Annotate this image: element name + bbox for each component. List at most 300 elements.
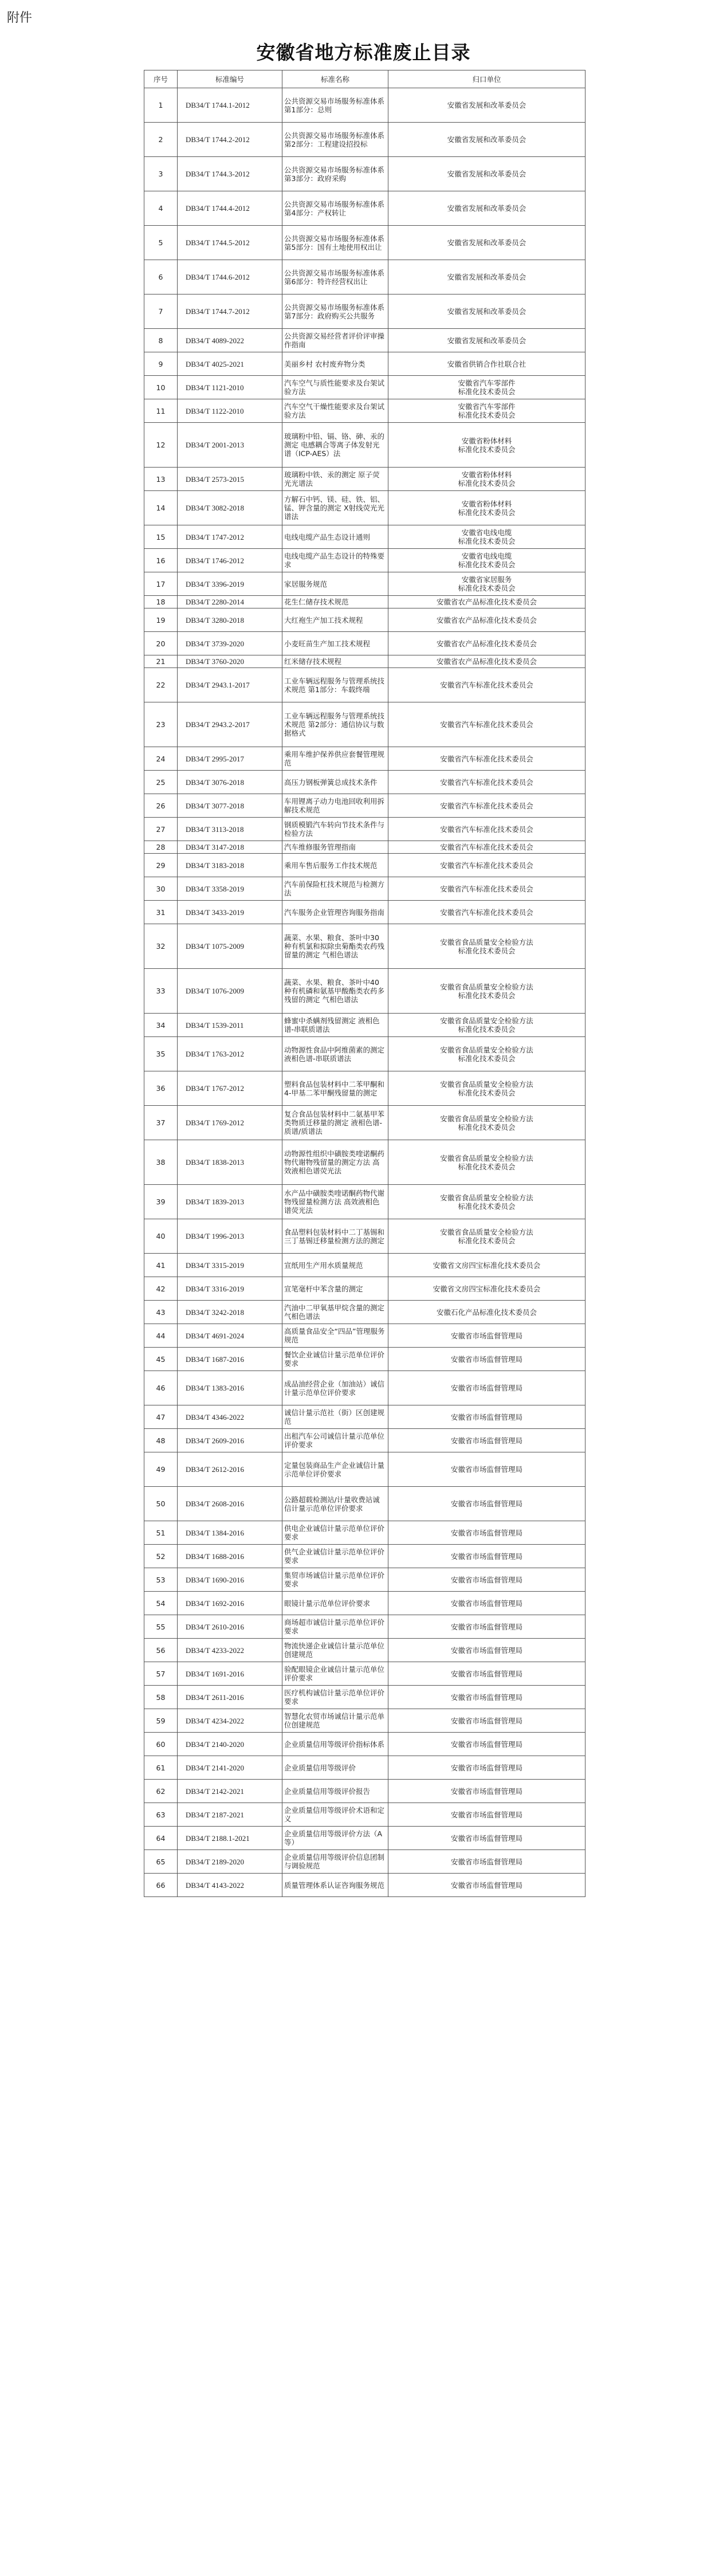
table-row [144,924,585,969]
row-code: DB34/T 3739-2020 [178,632,282,655]
row-dept: 安徽省汽车标准化技术委员会 [388,854,585,877]
row-name: 公共资源交易经营者评价评审操作指南 [282,329,388,352]
row-dept: 安徽省市场监督管理局 [388,1709,585,1733]
table-row [144,1140,585,1185]
row-name: 眼镜计量示范单位评价要求 [282,1592,388,1615]
row-name: 蜂蜜中杀螨剂残留测定 液相色谱-串联质谱法 [282,1014,388,1037]
table-row [144,226,585,260]
row-seq: 58 [144,1686,178,1709]
table-row [144,1686,585,1709]
row-name: 企业质量信用等级评价信息团制与调验规范 [282,1850,388,1874]
row-name: 餐饮企业诚信计量示范单位评价要求 [282,1348,388,1371]
row-name: 公共资源交易市场服务标准体系 第7部分：政府购买公共服务 [282,294,388,329]
row-dept: 安徽省汽车标准化技术委员会 [388,841,585,854]
row-code: DB34/T 4691-2024 [178,1324,282,1348]
row-code: DB34/T 2001-2013 [178,423,282,468]
row-seq: 65 [144,1850,178,1874]
row-name: 工业车辆远程服务与管理系统技术规范 第1部分：车载终端 [282,668,388,702]
table-row [144,1568,585,1592]
row-code: DB34/T 1121-2010 [178,376,282,399]
header-code: 标准编号 [178,70,282,88]
row-dept: 安徽石化产品标准化技术委员会 [388,1301,585,1324]
table-row [144,854,585,877]
table-row [144,1662,585,1686]
row-dept: 安徽省汽车标准化技术委员会 [388,668,585,702]
row-dept: 安徽省食品质量安全检验方法 标准化技术委员会 [388,1037,585,1071]
row-dept: 安徽省汽车标准化技术委员会 [388,901,585,924]
table-row [144,329,585,352]
table-row [144,399,585,423]
table-row [144,294,585,329]
table-row [144,157,585,191]
table-row [144,1756,585,1780]
table-row [144,1277,585,1301]
table-row [144,1254,585,1277]
row-code: DB34/T 4346-2022 [178,1405,282,1429]
row-dept: 安徽省汽车标准化技术委员会 [388,794,585,818]
row-seq: 45 [144,1348,178,1371]
row-name: 汽车空气与质性能要求及台架试验方法 [282,376,388,399]
row-seq: 32 [144,924,178,969]
table-row [144,423,585,468]
header-dept: 归口单位 [388,70,585,88]
row-code: DB34/T 3077-2018 [178,794,282,818]
row-code: DB34/T 3183-2018 [178,854,282,877]
table-row [144,88,585,123]
table-row [144,123,585,157]
row-seq: 21 [144,655,178,668]
row-name: 方解石中钙、镁、硅、铁、铝、锰、钾含量的测定 X射线荧光光谱法 [282,491,388,525]
row-seq: 64 [144,1827,178,1850]
row-seq: 17 [144,572,178,596]
row-seq: 60 [144,1733,178,1756]
table-row [144,468,585,491]
row-name: 汽车前保险杠技术规范与检测方法 [282,877,388,901]
row-code: DB34/T 2943.1-2017 [178,668,282,702]
table-row [144,1219,585,1254]
row-name: 动物源性食品中阿维菌素的测定 液相色谱-串联质谱法 [282,1037,388,1071]
table-row [144,260,585,294]
table-row [144,1487,585,1521]
row-seq: 50 [144,1487,178,1521]
row-code: DB34/T 1838-2013 [178,1140,282,1185]
row-code: DB34/T 3113-2018 [178,818,282,841]
row-name: 车用锂离子动力电池回收利用拆解技术规范 [282,794,388,818]
row-dept: 安徽省发展和改革委员会 [388,226,585,260]
row-dept: 安徽省发展和改革委员会 [388,157,585,191]
row-dept: 安徽省农产品标准化技术委员会 [388,596,585,608]
row-code: DB34/T 1122-2010 [178,399,282,423]
row-dept: 安徽省市场监督管理局 [388,1429,585,1452]
table-row [144,1348,585,1371]
row-seq: 42 [144,1277,178,1301]
row-name: 玻璃粉中铁、汞的测定 原子荧光光谱法 [282,468,388,491]
row-code: DB34/T 2608-2016 [178,1487,282,1521]
row-name: 诚信计量示范社（街）区创建规范 [282,1405,388,1429]
row-dept: 安徽省食品质量安全检验方法 标准化技术委员会 [388,969,585,1014]
row-name: 智慧化农贸市场诚信计量示范单位创建规范 [282,1709,388,1733]
row-seq: 52 [144,1545,178,1568]
row-dept: 安徽省供销合作社联合社 [388,352,585,376]
row-dept: 安徽省农产品标准化技术委员会 [388,608,585,632]
row-dept: 安徽省发展和改革委员会 [388,260,585,294]
row-name: 美丽乡村 农村废弃物分类 [282,352,388,376]
row-name: 公路超载检测站/计量收费站诚信计量示范单位评价要求 [282,1487,388,1521]
header-seq: 序号 [144,70,178,88]
table-row [144,1615,585,1639]
row-name: 水产品中磺胺类喹诺酮药物代谢物残留量检测方法 高效液相色谱荧光法 [282,1185,388,1219]
row-dept: 安徽省粉体材料 标准化技术委员会 [388,491,585,525]
row-name: 花生仁储存技术规范 [282,596,388,608]
table-row [144,747,585,771]
row-name: 成品油经营企业（加油站）诚信计量示范单位评价要求 [282,1371,388,1405]
row-dept: 安徽省市场监督管理局 [388,1568,585,1592]
row-dept: 安徽省发展和改革委员会 [388,123,585,157]
row-code: DB34/T 2189-2020 [178,1850,282,1874]
row-seq: 12 [144,423,178,468]
row-seq: 10 [144,376,178,399]
table-row [144,1106,585,1140]
row-code: DB34/T 3280-2018 [178,608,282,632]
row-seq: 7 [144,294,178,329]
row-name: 食品塑料包装材料中二丁基锡和三丁基锡迁移量检测方法的测定 [282,1219,388,1254]
row-dept: 安徽省市场监督管理局 [388,1521,585,1545]
table-row [144,794,585,818]
table-row [144,1850,585,1874]
row-seq: 34 [144,1014,178,1037]
table-row [144,655,585,668]
row-dept: 安徽省文房四宝标准化技术委员会 [388,1254,585,1277]
row-code: DB34/T 1839-2013 [178,1185,282,1219]
row-seq: 14 [144,491,178,525]
row-name: 医疗机构诚信计量示范单位评价要求 [282,1686,388,1709]
table-row [144,1733,585,1756]
row-name: 乘用车售后服务工作技术规范 [282,854,388,877]
table-row [144,352,585,376]
row-code: DB34/T 3076-2018 [178,771,282,794]
row-code: DB34/T 1384-2016 [178,1521,282,1545]
row-dept: 安徽省食品质量安全检验方法 标准化技术委员会 [388,1140,585,1185]
row-code: DB34/T 1692-2016 [178,1592,282,1615]
row-seq: 47 [144,1405,178,1429]
row-seq: 2 [144,123,178,157]
row-name: 大红袍生产加工技术规程 [282,608,388,632]
row-dept: 安徽省市场监督管理局 [388,1545,585,1568]
row-seq: 66 [144,1874,178,1897]
row-seq: 39 [144,1185,178,1219]
row-code: DB34/T 1539-2011 [178,1014,282,1037]
row-dept: 安徽省汽车标准化技术委员会 [388,877,585,901]
row-code: DB34/T 1744.2-2012 [178,123,282,157]
row-code: DB34/T 2610-2016 [178,1615,282,1639]
row-name: 公共资源交易市场服务标准体系 第3部分：政府采购 [282,157,388,191]
row-code: DB34/T 1075-2009 [178,924,282,969]
row-code: DB34/T 4089-2022 [178,329,282,352]
row-name: 集贸市场诚信计量示范单位评价要求 [282,1568,388,1592]
row-seq: 40 [144,1219,178,1254]
table-row [144,608,585,632]
table-row [144,572,585,596]
table-row [144,1545,585,1568]
row-dept: 安徽省农产品标准化技术委员会 [388,655,585,668]
row-dept: 安徽省汽车零部件 标准化技术委员会 [388,399,585,423]
table-row [144,1452,585,1487]
row-dept: 安徽省市场监督管理局 [388,1452,585,1487]
table-row [144,376,585,399]
row-name: 乘用车维护保养供应套餐管理规范 [282,747,388,771]
standards-table [144,70,585,1897]
row-seq: 36 [144,1071,178,1106]
row-seq: 46 [144,1371,178,1405]
row-code: DB34/T 2187-2021 [178,1803,282,1827]
row-seq: 6 [144,260,178,294]
row-code: DB34/T 1769-2012 [178,1106,282,1140]
row-code: DB34/T 1744.4-2012 [178,191,282,226]
row-name: 供电企业诚信计量示范单位评价要求 [282,1521,388,1545]
row-code: DB34/T 4025-2021 [178,352,282,376]
row-code: DB34/T 1687-2016 [178,1348,282,1371]
row-name: 商场超市诚信计量示范单位评价要求 [282,1615,388,1639]
table-row [144,877,585,901]
row-dept: 安徽省市场监督管理局 [388,1733,585,1756]
row-dept: 安徽省食品质量安全检验方法 标准化技术委员会 [388,1014,585,1037]
row-code: DB34/T 3082-2018 [178,491,282,525]
row-dept: 安徽省市场监督管理局 [388,1324,585,1348]
row-name: 钢质模锻汽车转向节技术条件与检验方法 [282,818,388,841]
row-code: DB34/T 2280-2014 [178,596,282,608]
row-dept: 安徽省电线电缆 标准化技术委员会 [388,525,585,549]
row-seq: 26 [144,794,178,818]
table-row [144,1639,585,1662]
row-seq: 8 [144,329,178,352]
row-name: 小麦旺苗生产加工技术规程 [282,632,388,655]
row-seq: 3 [144,157,178,191]
row-code: DB34/T 3760-2020 [178,655,282,668]
row-code: DB34/T 1383-2016 [178,1371,282,1405]
row-name: 电线电缆产品生态设计通则 [282,525,388,549]
table-row [144,841,585,854]
row-dept: 安徽省文房四宝标准化技术委员会 [388,1277,585,1301]
row-name: 复合食品包装材料中二氨基甲苯类物质迁移量的测定 液相色谱-质谱/质谱法 [282,1106,388,1140]
row-code: DB34/T 1744.6-2012 [178,260,282,294]
row-dept: 安徽省粉体材料 标准化技术委员会 [388,468,585,491]
table-body [144,88,585,1897]
row-seq: 33 [144,969,178,1014]
row-name: 工业车辆远程服务与管理系统技术规范 第2部分：通信协议与数据格式 [282,702,388,747]
row-dept: 安徽省食品质量安全检验方法 标准化技术委员会 [388,924,585,969]
row-code: DB34/T 3358-2019 [178,877,282,901]
row-seq: 16 [144,549,178,572]
row-dept: 安徽省市场监督管理局 [388,1827,585,1850]
row-name: 宣笔毫杆中苯含量的测定 [282,1277,388,1301]
row-code: DB34/T 1691-2016 [178,1662,282,1686]
row-seq: 5 [144,226,178,260]
row-seq: 53 [144,1568,178,1592]
row-dept: 安徽省食品质量安全检验方法 标准化技术委员会 [388,1219,585,1254]
row-name: 高质量食品安全“四品”管理服务规范 [282,1324,388,1348]
row-dept: 安徽省市场监督管理局 [388,1686,585,1709]
row-code: DB34/T 3147-2018 [178,841,282,854]
row-dept: 安徽省汽车标准化技术委员会 [388,771,585,794]
row-code: DB34/T 1747-2012 [178,525,282,549]
row-dept: 安徽省市场监督管理局 [388,1874,585,1897]
row-code: DB34/T 3315-2019 [178,1254,282,1277]
row-code: DB34/T 1744.7-2012 [178,294,282,329]
row-name: 塑料食品包装材料中二苯甲酮和4-甲基二苯甲酮残留量的测定 [282,1071,388,1106]
row-name: 公共资源交易市场服务标准体系 第1部分：总则 [282,88,388,123]
row-code: DB34/T 1996-2013 [178,1219,282,1254]
row-seq: 15 [144,525,178,549]
table-header-row [144,70,585,88]
row-name: 红米储存技术规程 [282,655,388,668]
row-dept: 安徽省食品质量安全检验方法 标准化技术委员会 [388,1071,585,1106]
row-code: DB34/T 1744.3-2012 [178,157,282,191]
table-row [144,702,585,747]
table-row [144,549,585,572]
row-name: 企业质量信用等级评价指标体系 [282,1733,388,1756]
table-row [144,1405,585,1429]
table-row [144,525,585,549]
row-name: 物流快递企业诚信计量示范单位创建规范 [282,1639,388,1662]
row-dept: 安徽省市场监督管理局 [388,1371,585,1405]
page-title: 安徽省地方标准废止目录 [256,41,471,64]
row-code: DB34/T 1076-2009 [178,969,282,1014]
row-dept: 安徽省市场监督管理局 [388,1592,585,1615]
row-dept: 安徽省粉体材料 标准化技术委员会 [388,423,585,468]
row-dept: 安徽省电线电缆 标准化技术委员会 [388,549,585,572]
table-row [144,1592,585,1615]
row-name: 动物源性组织中磺胺类喹诺酮药物代谢物残留量的测定方法 高效液相色谱荧光法 [282,1140,388,1185]
table-row [144,491,585,525]
row-seq: 22 [144,668,178,702]
row-code: DB34/T 2573-2015 [178,468,282,491]
row-code: DB34/T 3242-2018 [178,1301,282,1324]
row-dept: 安徽省市场监督管理局 [388,1348,585,1371]
attachment-label: 附件 [7,11,33,25]
row-name: 出租汽车公司诚信计量示范单位评价要求 [282,1429,388,1452]
row-code: DB34/T 1746-2012 [178,549,282,572]
row-name: 公共资源交易市场服务标准体系 第6部分：特许经营权出让 [282,260,388,294]
row-code: DB34/T 2612-2016 [178,1452,282,1487]
row-name: 企业质量信用等级评价术语和定义 [282,1803,388,1827]
row-seq: 56 [144,1639,178,1662]
row-seq: 35 [144,1037,178,1071]
table-row [144,1014,585,1037]
row-name: 企业质量信用等级评价方法（A 等） [282,1827,388,1850]
row-dept: 安徽省家居服务 标准化技术委员会 [388,572,585,596]
row-dept: 安徽省市场监督管理局 [388,1662,585,1686]
row-code: DB34/T 2140-2020 [178,1733,282,1756]
row-dept: 安徽省市场监督管理局 [388,1850,585,1874]
row-code: DB34/T 4234-2022 [178,1709,282,1733]
table-row [144,969,585,1014]
table-row [144,1371,585,1405]
row-seq: 51 [144,1521,178,1545]
row-code: DB34/T 4233-2022 [178,1639,282,1662]
row-name: 定量包装商品生产企业诚信计量示范单位评价要求 [282,1452,388,1487]
row-seq: 18 [144,596,178,608]
row-seq: 1 [144,88,178,123]
table-row [144,1429,585,1452]
row-seq: 27 [144,818,178,841]
row-code: DB34/T 3396-2019 [178,572,282,596]
row-name: 质量管理体系认证咨询服务规范 [282,1874,388,1897]
row-dept: 安徽省汽车标准化技术委员会 [388,818,585,841]
row-seq: 43 [144,1301,178,1324]
table-row [144,1037,585,1071]
row-code: DB34/T 2609-2016 [178,1429,282,1452]
row-name: 公共资源交易市场服务标准体系 第5部分：国有土地使用权出让 [282,226,388,260]
row-name: 汽油中二甲氧基甲烷含量的测定 气相色谱法 [282,1301,388,1324]
row-name: 汽车服务企业管理咨询服务指南 [282,901,388,924]
row-name: 汽车空气干燥性能要求及台架试验方法 [282,399,388,423]
table-row [144,632,585,655]
table-row [144,901,585,924]
row-code: DB34/T 2995-2017 [178,747,282,771]
row-seq: 24 [144,747,178,771]
row-dept: 安徽省发展和改革委员会 [388,191,585,226]
row-seq: 20 [144,632,178,655]
row-dept: 安徽省汽车标准化技术委员会 [388,702,585,747]
row-seq: 55 [144,1615,178,1639]
row-dept: 安徽省市场监督管理局 [388,1803,585,1827]
row-name: 公共资源交易市场服务标准体系 第4部分：产权转让 [282,191,388,226]
table-row [144,1827,585,1850]
row-seq: 37 [144,1106,178,1140]
row-seq: 49 [144,1452,178,1487]
row-seq: 29 [144,854,178,877]
row-dept: 安徽省市场监督管理局 [388,1756,585,1780]
row-seq: 63 [144,1803,178,1827]
row-seq: 41 [144,1254,178,1277]
row-seq: 25 [144,771,178,794]
row-seq: 59 [144,1709,178,1733]
row-seq: 9 [144,352,178,376]
row-code: DB34/T 2943.2-2017 [178,702,282,747]
row-name: 蔬菜、水果、粮食、茶叶中40种有机磷和氨基甲酸酯类农药多残留的测定 气相色谱法 [282,969,388,1014]
row-dept: 安徽省市场监督管理局 [388,1780,585,1803]
row-dept: 安徽省汽车标准化技术委员会 [388,747,585,771]
table-row [144,1301,585,1324]
row-dept: 安徽省发展和改革委员会 [388,88,585,123]
row-code: DB34/T 2611-2016 [178,1686,282,1709]
row-code: DB34/T 4143-2022 [178,1874,282,1897]
row-name: 供气企业诚信计量示范单位评价要求 [282,1545,388,1568]
row-code: DB34/T 3433-2019 [178,901,282,924]
row-name: 玻璃粉中铅、镉、铬、砷、汞的测定 电感耦合等离子体发射光谱（ICP-AES）法 [282,423,388,468]
table-row [144,818,585,841]
header-name: 标准名称 [282,70,388,88]
table-row [144,771,585,794]
row-code: DB34/T 2188.1-2021 [178,1827,282,1850]
row-name: 蔬菜、水果、粮食、茶叶中30种有机氯和拟除虫菊酯类农药残留量的测定 气相色谱法 [282,924,388,969]
row-code: DB34/T 1690-2016 [178,1568,282,1592]
row-seq: 62 [144,1780,178,1803]
row-seq: 11 [144,399,178,423]
row-seq: 19 [144,608,178,632]
row-seq: 44 [144,1324,178,1348]
row-dept: 安徽省汽车零部件 标准化技术委员会 [388,376,585,399]
table-row [144,1874,585,1897]
row-dept: 安徽省食品质量安全检验方法 标准化技术委员会 [388,1185,585,1219]
row-dept: 安徽省食品质量安全检验方法 标准化技术委员会 [388,1106,585,1140]
row-seq: 57 [144,1662,178,1686]
row-code: DB34/T 2141-2020 [178,1756,282,1780]
row-seq: 13 [144,468,178,491]
row-dept: 安徽省发展和改革委员会 [388,294,585,329]
row-dept: 安徽省市场监督管理局 [388,1405,585,1429]
row-dept: 安徽省发展和改革委员会 [388,329,585,352]
